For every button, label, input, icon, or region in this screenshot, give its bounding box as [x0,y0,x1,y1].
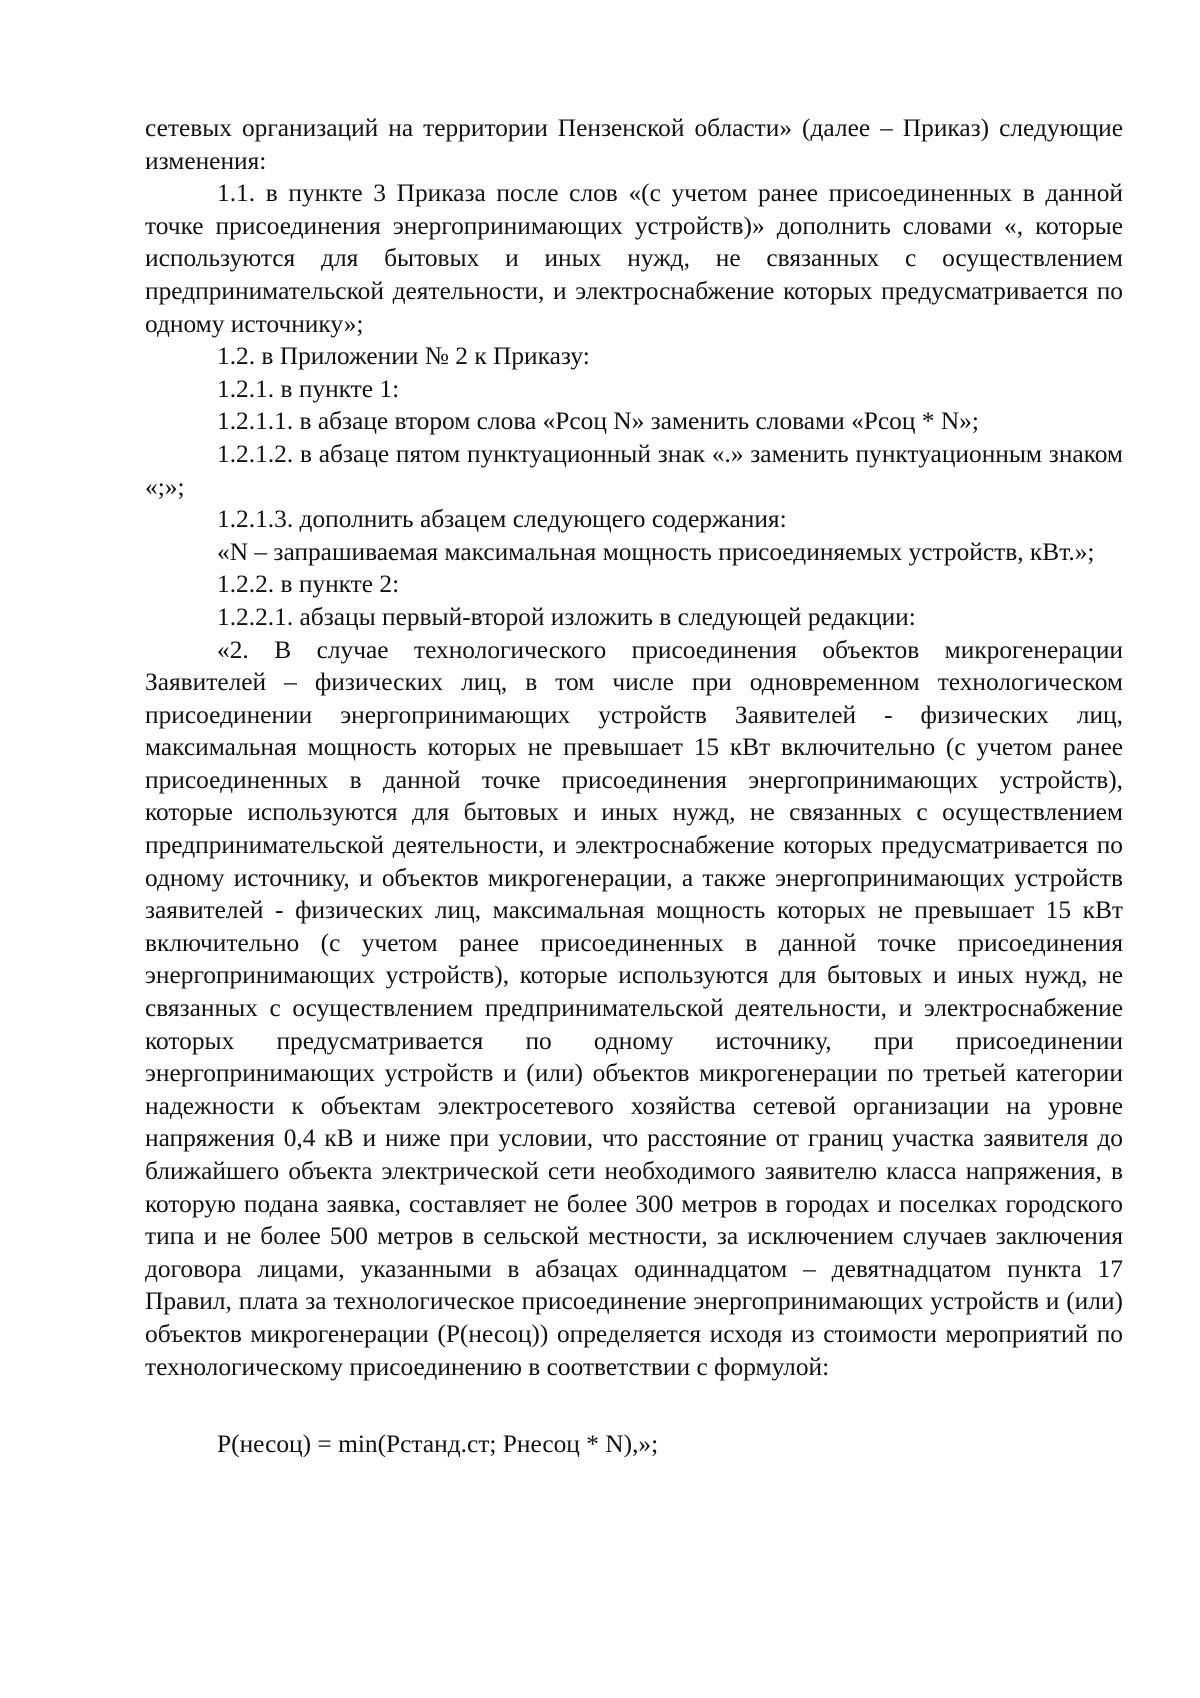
formula: P(несоц) = min(Pстанд.ст; Pнесоц * N),»; [217,1430,659,1459]
paragraph-1-2-2: 1.2.2. в пункте 2: [217,570,400,599]
paragraph-1-2-2-1: 1.2.2.1. абзацы первый-второй изложить в следующей редакции: [217,602,916,631]
paragraph-1-2-1-2: 1.2.1.2. в абзаце пятом пунктуационный знак «.» заменить пунктуационным знаком «;»; [145,439,1123,501]
paragraph-1-2-1-1: 1.2.1.1. в абзаце втором слова «Pсоц N» заменить словами «Pсоц * N»; [217,407,979,436]
paragraph-n-definition: «N – запрашиваемая максимальная мощность присоединяемых устройств, кВт.»; [217,537,1095,566]
document-page [145,112,1123,1461]
paragraph-1-1: 1.1. в пункте 3 Приказа после слов «(с учетом ранее присоединенных в данной точке присоединения энергопринимающих устройств)» дополнить словами «, которые используются для бытовых и иных нужд, не связанных с осуществлением предпринимательской деятельности, и электроснабжение которых предусматривается по одному источнику»; [145,179,1123,338]
paragraph-1-2-1: 1.2.1. в пункте 1: [217,374,400,403]
paragraph-intro: сетевых организаций на территории Пензенской области» (далее – Приказ) следующие изменения: [145,114,1123,175]
paragraph-clause-2: «2. В случае технологического присоединения объектов микрогенерации Заявителей – физических лиц, в том числе при одновременном технологическом присоединении энергопринимающих устройств Заявителей - физических лиц, максимальная мощность которых не превышает 15 кВт включительно (с учетом ранее присоединенных в данной точке присоединения энергопринимающих устройств), которые используются для бытовых и иных нужд, не связанных с осуществлением предпринимательской деятельности, и электроснабжение которых предусматривается по одному источнику, и объектов микрогенерации, а также энергопринимающих устройств заявителей - физических лиц, максимальная мощность которых не превышает 15 кВт включительно (с учетом ранее присоединенных в данной точке присоединения энергопринимающих устройств), которые используются для бытовых и иных нужд, не связанных с осуществлением предпринимательской деятельности, и электроснабжение которых предусматривается по одному источнику, при присоединении энергопринимающих устройств и (или) объектов микрогенерации по третьей категории надежности к объектам электросетевого хозяйства сетевой организации на уровне напряжения 0,4 кВ и ниже при условии, что расстояние от границ участка заявителя до ближайшего объекта электрической сети необходимого заявителю класса напряжения, в которую подана заявка, составляет не более 300 метров в городах и поселках городского типа и не более 500 метров в сельской местности, за исключением случаев заключения договора лицами, указанными в абзацах одиннадцатом – девятнадцатом пункта 17 Правил, плата за технологическое присоединение энергопринимающих устройств и (или) объектов микрогенерации (P(несоц)) определяется исходя из стоимости мероприятий по технологическому присоединению в соответствии с формулой: [145,635,1123,1381]
paragraph-1-2: 1.2. в Приложении № 2 к Приказу: [217,342,590,371]
paragraph-1-2-1-3: 1.2.1.3. дополнить абзацем следующего содержания: [217,505,787,534]
